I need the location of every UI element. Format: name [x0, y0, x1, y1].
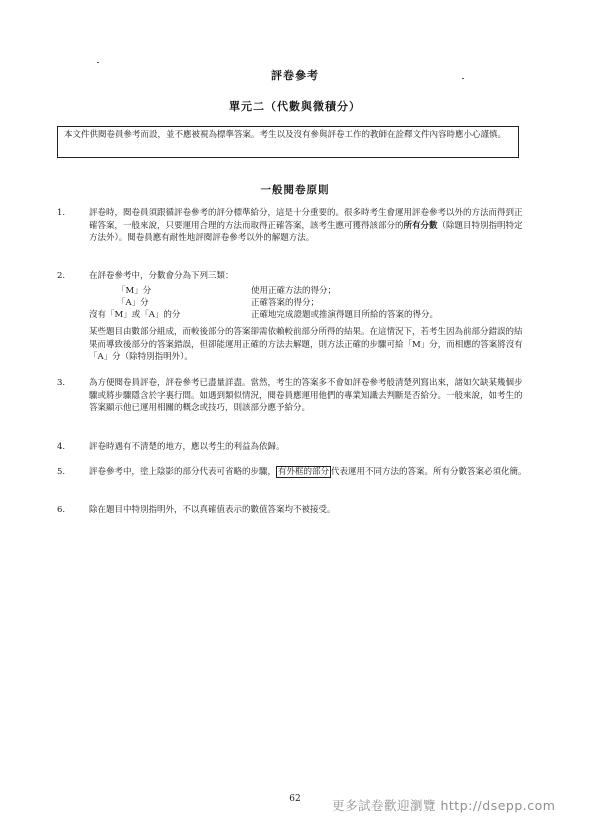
mark-types-list [89, 285, 527, 321]
mark-type-label: 「M」分 [117, 285, 152, 296]
page-number: 62 [289, 794, 301, 804]
item-number: 3. [57, 378, 66, 388]
item-text [89, 207, 527, 245]
bold-emphasis: 所有分數 [403, 220, 438, 231]
notice-text: 本文件供閱卷員參考而設，並不應被視為標準答案。考生以及沒有參與評卷工作的教師在詮釋文件內容時應小心謹慎。 [64, 130, 507, 140]
mark-type-description: 使用正確方法的得分； [251, 285, 337, 296]
item-number: 6. [57, 505, 66, 515]
item-text-part: 評卷時，閱卷員須跟循評卷參考的評分標準給分，這是十分重要的。很多時考生會運用評卷參考以外的方法而得到正確答案，一般來說，只要運用合理的方法而取得正確答案，該考生應可獲得該部分的 [89, 208, 523, 231]
item-text-part: 代表運用不同方法的答案。所有分數答案必須化簡。 [331, 467, 527, 477]
item-number: 4. [57, 442, 66, 452]
item-text-part: 評卷參考中，塗上陰影的部分代表可省略的步驟， [89, 467, 277, 477]
item-text-part: （除題目特別指明特定方法外）。閱卷員應有耐性地評閱評卷參考以外的解題方法。 [89, 220, 523, 243]
mark-type-label: 沒有「M」或「A」的分 [89, 309, 181, 320]
mark-type-description: 正確答案的得分； [251, 297, 320, 308]
item-text [89, 270, 527, 323]
scan-speck [97, 62, 99, 63]
item-text: 為方便閱卷員評卷，評卷參考已盡量詳盡。當然，考生的答案多不會如評卷參考般清楚列寫出來，諸如欠缺某幾個步驟或將步驟隱含於字裏行間。如遇到類似情況，閱卷員應運用他們的專業知識去判斷是否給分。一般來說，如考生的答案顯示他已運用相關的概念或技巧，則該部分應予給分。 [89, 378, 523, 413]
item-intro: 在評卷參考中，分數會分為下列三類： [89, 271, 234, 281]
mark-type-description: 正確地完成證題或推演得題目所給的答案的得分。 [251, 309, 439, 320]
boxed-emphasis: 有外框的部分 [278, 467, 330, 477]
page-subtitle: 單元二（代數與微積分） [229, 100, 361, 113]
item-number: 2. [57, 271, 66, 281]
mark-type-label: 「A」分 [117, 297, 149, 308]
page-title: 評卷參考 [271, 69, 319, 82]
mark-type-row [89, 297, 527, 309]
item-text: 評卷時遇有不清楚的地方，應以考生的利益為依歸。 [89, 442, 285, 452]
mark-type-row [89, 285, 527, 297]
mark-type-row [89, 309, 527, 321]
item-number: 5. [57, 467, 66, 477]
section-heading: 一般閱卷原則 [260, 184, 330, 196]
item-number: 1. [57, 208, 66, 218]
item-text: 某些題目由數部分組成，而較後部分的答案卻需依賴較前部分所得的結果。在這情況下，若考生因為前部分錯誤的結果而導致後部分的答案錯誤，但卻能運用正確的方法去解題，則方法正確的步驟可給「M」分，而相應的答案將沒有「A」分（除特別指明外）。 [89, 327, 523, 362]
item-text: 除在題目中特別指明外，不以真確值表示的數值答案均不被接受。 [89, 505, 336, 515]
watermark-text: 更多試卷歡迎瀏覽 http://dsepp.com [332, 798, 556, 813]
item-text [89, 466, 527, 479]
notice-box [57, 126, 519, 158]
